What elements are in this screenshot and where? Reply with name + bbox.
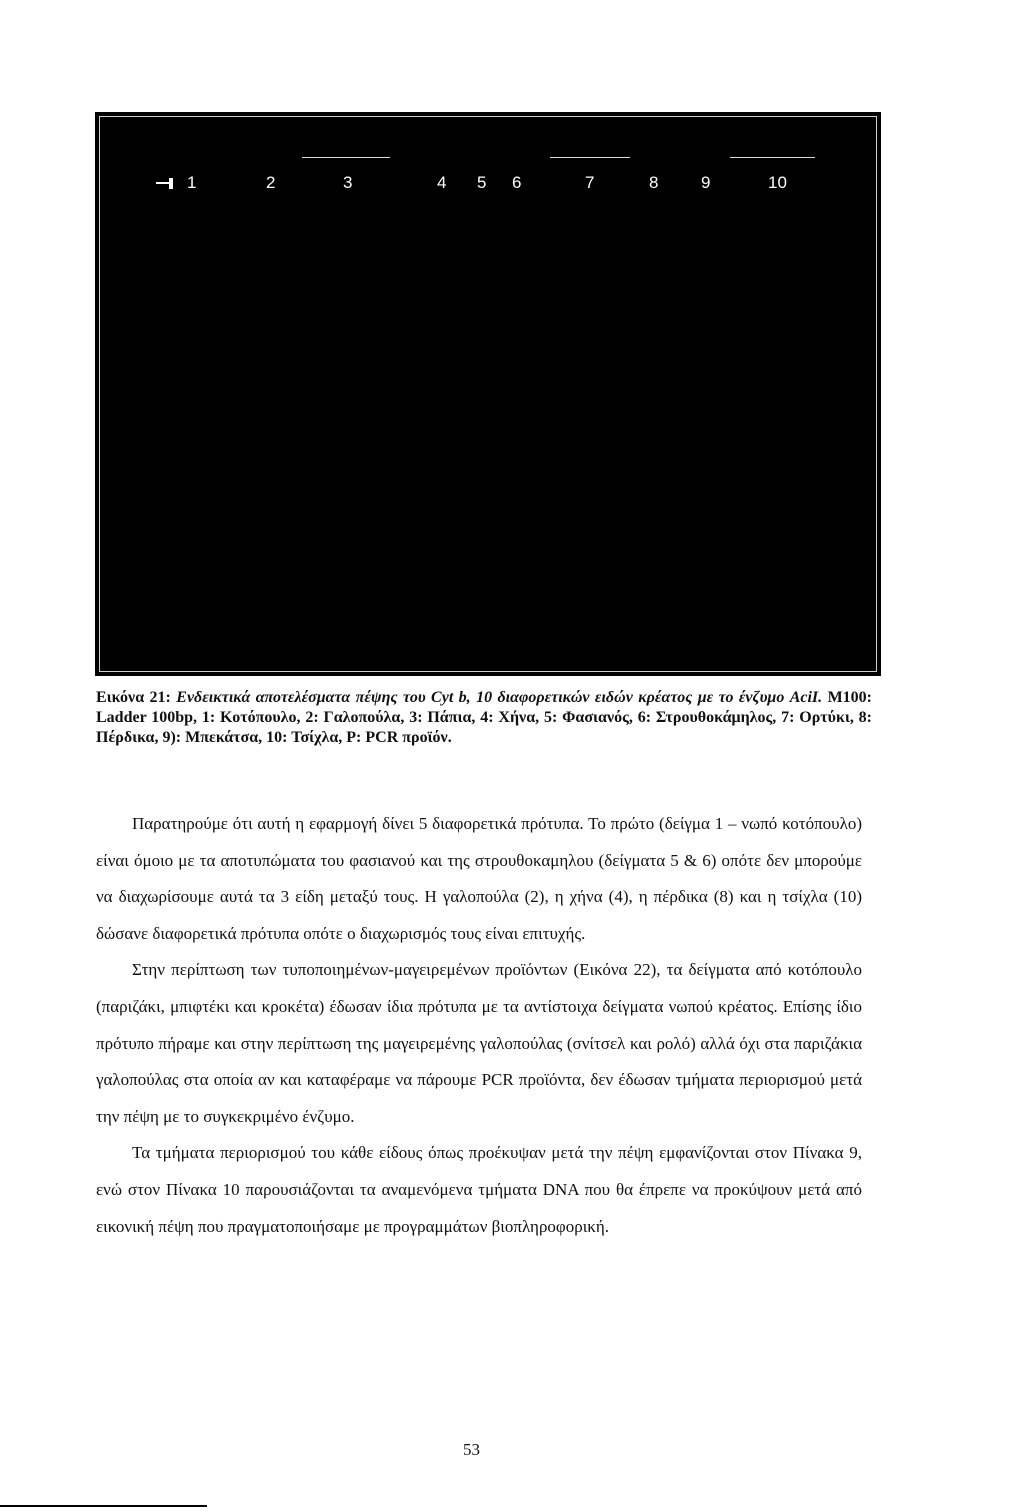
paragraph: Παρατηρούμε ότι αυτή η εφαρμογή δίνει 5 διαφορετικά πρότυπα. Το πρώτο (δείγμα 1 – νωπό κοτόπουλο) είναι όμοιο με τα αποτυπώματα του φασιανού και της στρουθοκαμηλου (δείγματα 5 & 6) οπότε δεν μπορούμε να διαχωρίσουμε αυτά τα 3 είδη μεταξύ τους. Η γαλοπούλα (2), η χήνα (4), η πέρδικα (8) και η τσίχλα (10) δώσανε διαφορετικά πρότυπα οπότε ο διαχωρισμός τους είναι επιτυχής. — [96, 814, 862, 943]
lane-label: 4 — [437, 173, 447, 192]
page-number: 53 — [463, 1440, 480, 1459]
lane-label: 6 — [512, 173, 522, 192]
caption-legend: M100: Ladder 100bp, 1: Κοτόπουλο, 2: Γαλοπούλα, 3: Πάπια, 4: Χήνα, 5: Φασιανός, 6: Στρουθοκάμηλος, 7: Ορτύκι, 8: Πέρδικα, 9): Μπεκάτσα, 10: Τσίχλα, P: PCR προϊόν. — [96, 689, 872, 746]
lane-label: 9 — [701, 173, 711, 192]
lane-label: 7 — [585, 173, 595, 192]
lane-label: 3 — [343, 173, 353, 192]
lane-label: 10 — [768, 173, 787, 192]
lane-group-rule — [550, 157, 630, 158]
lane-label: 2 — [266, 173, 276, 192]
gel-frame — [99, 116, 877, 672]
footer-rule — [0, 1505, 207, 1507]
lane-label: 5 — [477, 173, 487, 192]
gel-image — [95, 112, 881, 676]
caption-title: Ενδεικτικά αποτελέσματα πέψης του Cyt b, 10 διαφορετικών ειδών κρέατος με το ένζυμο AciI. — [176, 689, 823, 706]
figure-caption — [96, 688, 872, 748]
paragraph: Στην περίπτωση των τυποποιημένων-μαγειρεμένων προϊόντων (Εικόνα 22), τα δείγματα από κοτόπουλο (παριζάκι, μπιφτέκι και κροκέτα) έδωσαν ίδια πρότυπα με τα αντίστοιχα δείγματα νωπού κρέατος. Επίσης ίδιο πρότυπο πήραμε και στην περίπτωση της μαγειρεμένης γαλοπούλας (σνίτσελ και ρολό) αλλά όχι στα παριζάκια γαλοπούλας στα οποία αν και καταφέραμε να πάρουμε PCR προϊόντα, δεν έδωσαν τμήματα περιορισμού μετά την πέψη με το συγκεκριμένο ένζυμο. — [96, 960, 862, 1126]
body-text — [96, 806, 862, 1245]
ladder-marker-icon — [156, 177, 176, 189]
lane-group-rule — [730, 157, 815, 158]
paragraph: Τα τμήματα περιορισμού του κάθε είδους όπως προέκυψαν μετά την πέψη εμφανίζονται στον Πίνακα 9, ενώ στον Πίνακα 10 παρουσιάζονται τα αναμενόμενα τμήματα DNA που θα έπρεπε να προκύψουν μετά από εικονική πέψη που πραγματοποιήσαμε με προγραμμάτων βιοπληροφορική. — [96, 1143, 862, 1236]
lane-label: 8 — [649, 173, 659, 192]
lane-group-rule — [302, 157, 390, 158]
caption-label: Εικόνα 21: — [96, 689, 171, 706]
lane-label: 1 — [187, 173, 197, 192]
